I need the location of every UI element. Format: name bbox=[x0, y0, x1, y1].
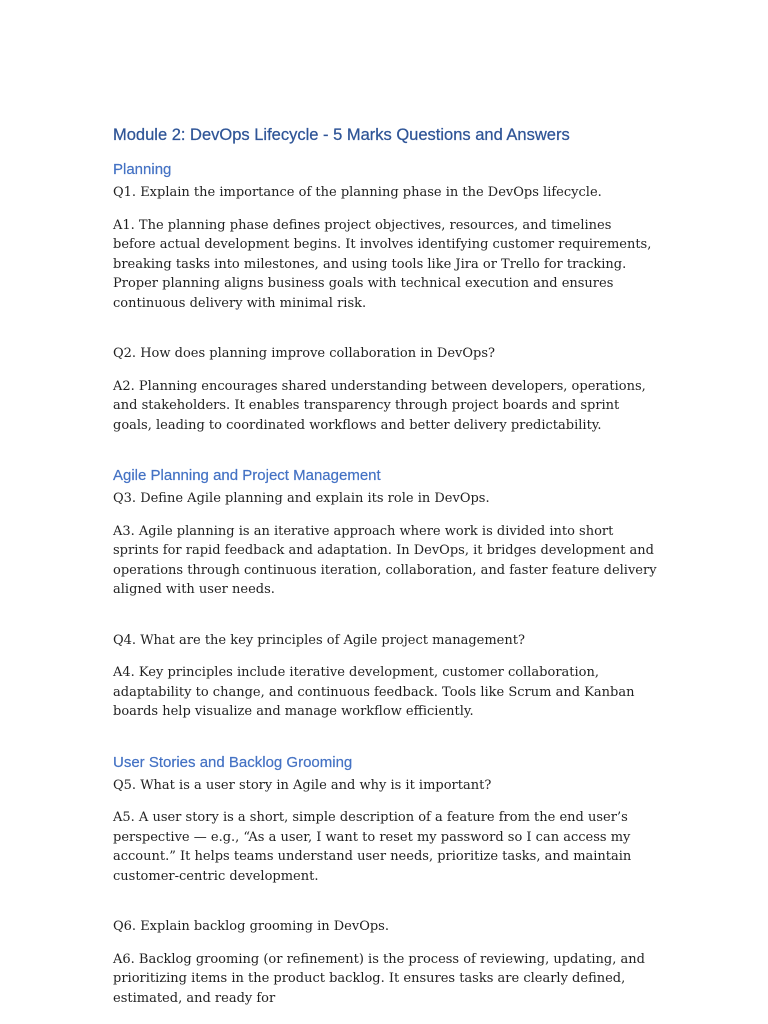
section-agile-planning bbox=[113, 466, 658, 722]
document-content bbox=[113, 124, 658, 1008]
section-planning bbox=[113, 160, 658, 435]
answer-a4: A4. Key principles include iterative development, customer collaboration, adaptability to change, and continuous feedback. Tools like Scrum and Kanban boards help visualize and manage workflow efficiently. bbox=[113, 665, 635, 719]
question-q3: Q3. Define Agile planning and explain its role in DevOps. bbox=[113, 491, 490, 506]
section-heading: User Stories and Backlog Grooming bbox=[113, 753, 353, 771]
answer-a2: A2. Planning encourages shared understanding between developers, operations, and stakeholders. It enables transparency through project boards and sprint goals, leading to coordinated workflows and better delivery predictability. bbox=[113, 378, 646, 433]
question-q6: Q6. Explain backlog grooming in DevOps. bbox=[113, 919, 389, 934]
answer-a3: A3. Agile planning is an iterative approach where work is divided into short sprints for rapid feedback and adaptation. In DevOps, it bridges development and operations through continuous iteration, collaboration, and faster feature delivery aligned with user needs. bbox=[113, 523, 657, 597]
question-q5: Q5. What is a user story in Agile and why is it important? bbox=[113, 777, 492, 793]
question-q1: Q1. Explain the importance of the planning phase in the DevOps lifecycle. bbox=[113, 185, 602, 200]
section-heading: Agile Planning and Project Management bbox=[113, 467, 381, 484]
answer-a5: A5. A user story is a short, simple description of a feature from the end user’s perspective — e.g., “As a user, I want to reset my password so I can access my account.” It helps teams understand user needs, prioritize tasks, and maintain customer-centric development. bbox=[113, 810, 632, 884]
question-q2: Q2. How does planning improve collaboration in DevOps? bbox=[113, 346, 495, 361]
answer-a1: A1. The planning phase defines project objectives, resources, and timelines before actual development begins. It involves identifying customer requirements, breaking tasks into milestones, and using tools like Jira or Trello for tracking. Proper planning aligns business goals with technical execution and ensures continuous delivery with minimal risk. bbox=[113, 217, 652, 311]
question-q4: Q4. What are the key principles of Agile project management? bbox=[113, 632, 525, 648]
document-title: Module 2: DevOps Lifecycle - 5 Marks Questions and Answers bbox=[113, 126, 570, 144]
answer-a6: A6. Backlog grooming (or refinement) is the process of reviewing, updating, and prioritizing items in the product backlog. It ensures tasks are clearly defined, estimated, and ready for bbox=[113, 951, 645, 1006]
section-heading: Planning bbox=[113, 161, 172, 178]
section-user-stories bbox=[113, 753, 658, 1009]
